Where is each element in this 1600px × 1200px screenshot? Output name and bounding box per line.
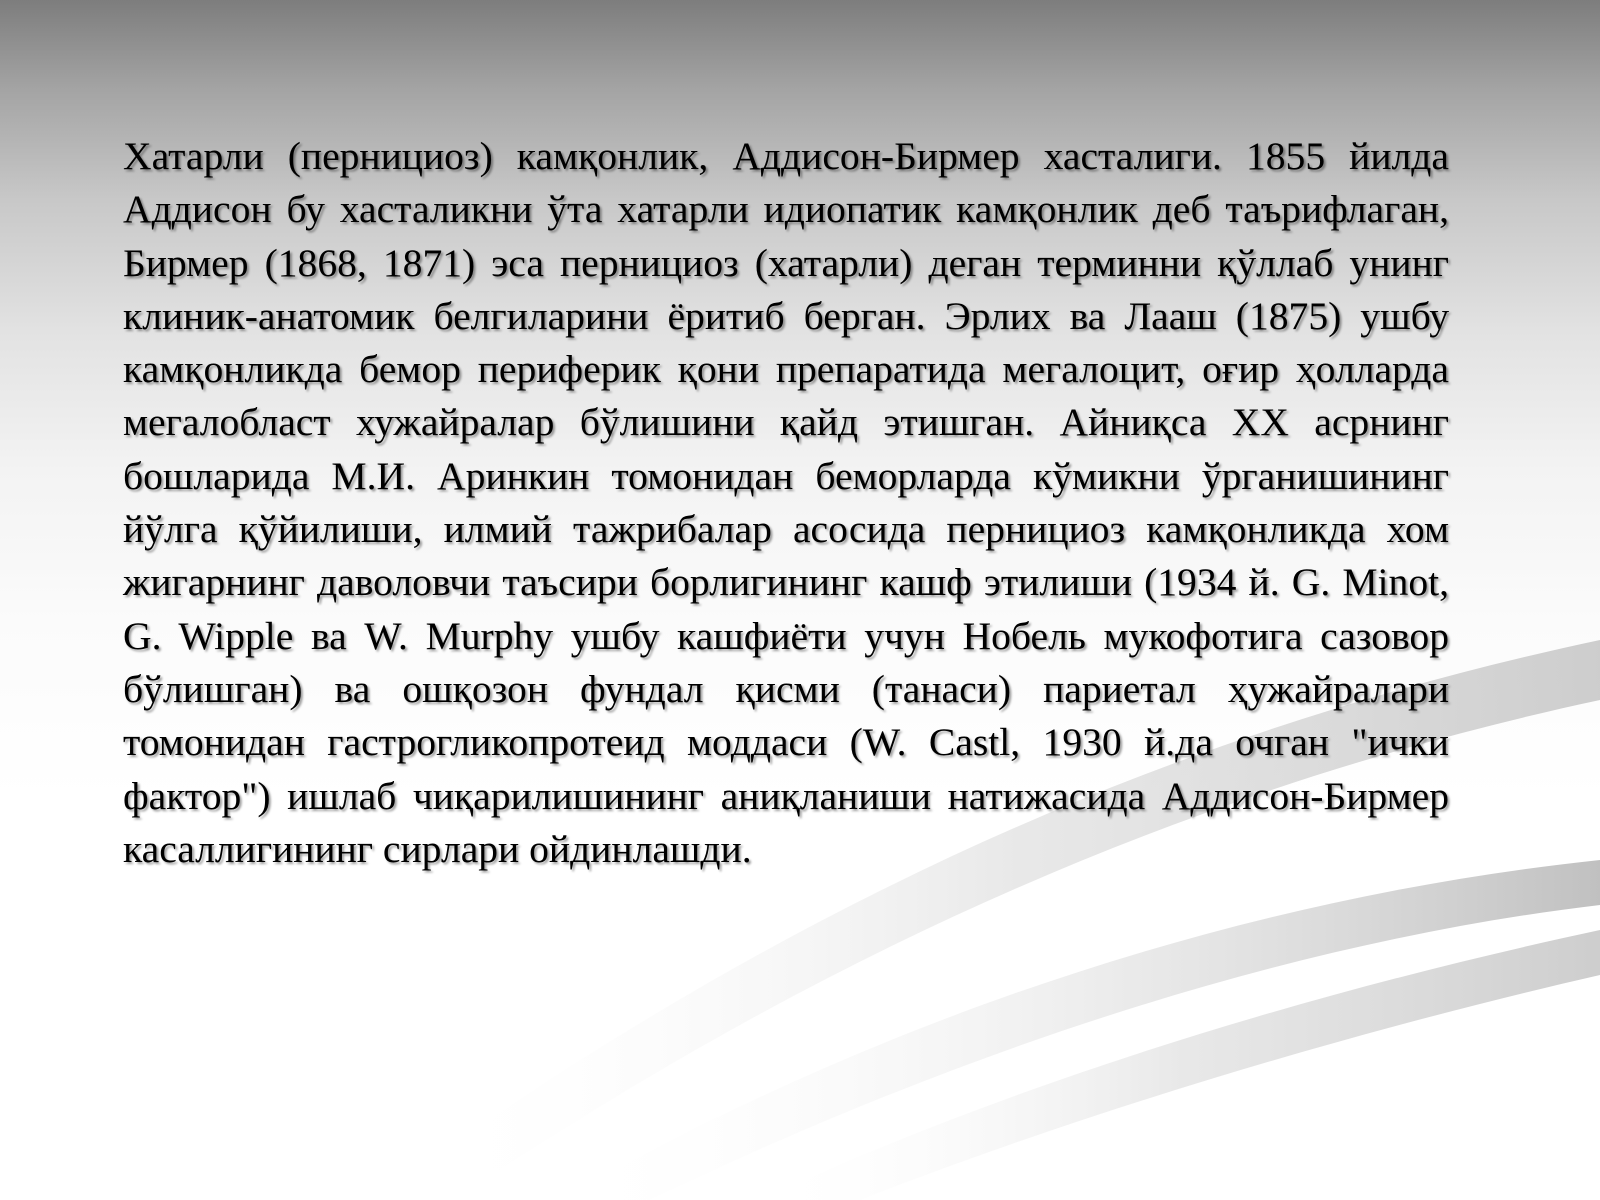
slide-body-text: Хатарли (пернициоз) камқонлик, Аддисон-Бирмер хасталиги. 1855 йилда Аддисон бу хасталикни ўта хатарли идиопатик камқонлик деб таърифлаган, Бирмер (1868, 1871) эса пернициоз (хатарли) деган терминни қўллаб унинг клиник-анатомик белгиларини ёритиб берган. Эрлих ва Лааш (1875) ушбу камқонликда бемор периферик қони препаратида мегалоцит, оғир ҳолларда мегалобласт хужайралар бўлишини қайд этишган. Айниқса XX асрнинг бошларида М.И. Аринкин томонидан беморларда кўмикни ўрганишининг йўлга қўйилиши, илмий тажрибалар асосида пернициоз камқонликда хом жигарнинг даволовчи таъсири борлигининг кашф этилиши (1934 й. G. Minot, G. Wipple ва W. Murphy ушбу кашфиёти учун Нобель мукофотига сазовор бўлишган) ва ошқозон фундал қисми (танаси) париетал ҳужайралари томонидан гастрогликопротеид моддаси (W. Castl, 1930 й.да очган "ички фактор") ишлаб чиқарилишининг аниқланиши натижасида Аддисон-Бирмер касаллигининг сирлари ойдинлашди. <box>123 134 1449 871</box>
